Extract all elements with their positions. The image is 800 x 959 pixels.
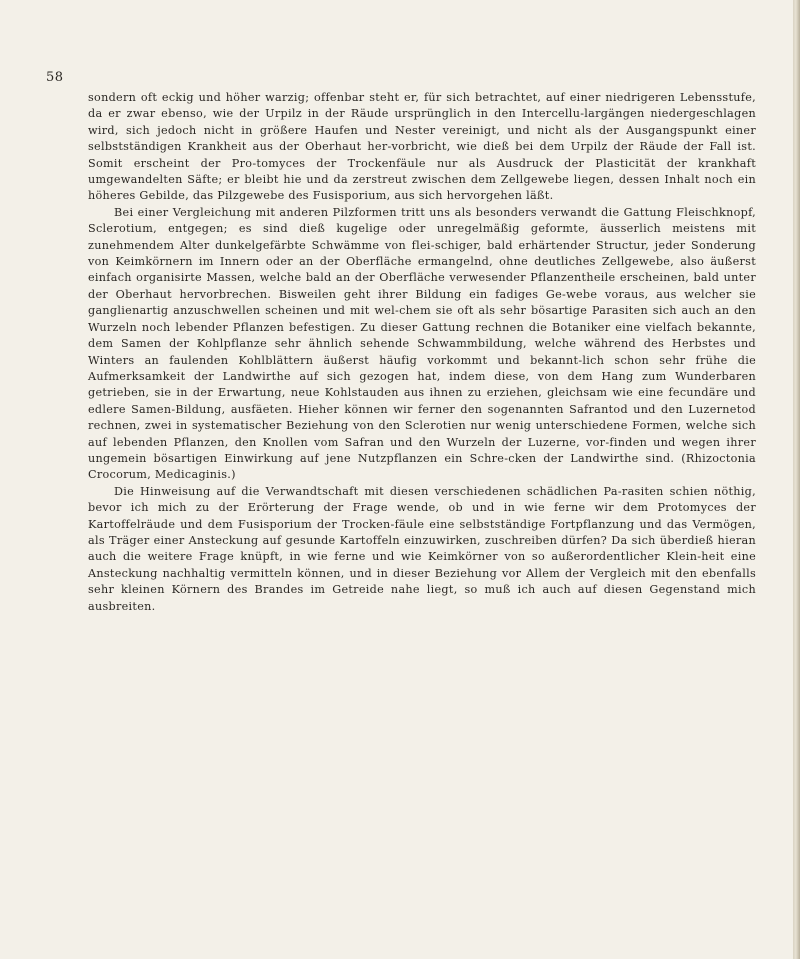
page-edge [793, 0, 800, 959]
paragraph-1: sondern oft eckig und höher warzig; offenbar steht er, für sich betrachtet, auf einer niedrigeren Lebensstufe, da er zwar ebenso, wie der Urpilz in der Räude ursprünglich in den Intercellu-largängen niedergeschlagen wird, sich jedoch nicht in größere Haufen und Nester vereinigt, und nicht als der Ausgangspunkt einer selbstständigen Krankheit aus der Oberhaut her-vorbricht, wie dieß bei dem Urpilz der Räude der Fall ist. Somit erscheint der Pro-tomyces der Trockenfäule nur als Ausdruck der Plasticität der krankhaft umgewandelten Säfte; er bleibt hie und da zerstreut zwischen dem Zellgewebe liegen, dessen Inhalt noch ein höheres Gebilde, das Pilzgewebe des Fusisporium, aus sich hervorgehen läßt. [88, 91, 756, 203]
paragraph-2: Bei einer Vergleichung mit anderen Pilzformen tritt uns als besonders verwandt die Gattung Fleischknopf, Sclerotium, entgegen; es sind dieß kugelige oder unregelmäßig geformte, äusserlich meistens mit zunehmendem Alter dunkelgefärbte Schwämme von flei-schiger, bald erhärtender Structur, jeder Sonderung von Keimkörnern im Innern oder an der Oberfläche ermangelnd, ohne deutliches Zellgewebe, also äußerst einfach organisirte Massen, welche bald an der Oberfläche verwesender Pflanzentheile erscheinen, bald unter der Oberhaut hervorbrechen. Bisweilen geht ihrer Bildung ein fadiges Ge-webe voraus, aus welcher sie ganglienartig anzuschwellen scheinen und mit wel-chem sie oft als sehr bösartige Parasiten sich auch an den Wurzeln noch lebender Pflanzen befestigen. Zu dieser Gattung rechnen die Botaniker eine vielfach bekannte, dem Samen der Kohlpflanze sehr ähnlich sehende Schwammbildung, welche während des Herbstes und Winters an faulenden Kohlblättern äußerst häufig vorkommt und bekannt-lich schon sehr frühe die Aufmerksamkeit der Landwirthe auf sich gezogen hat, indem diese, von dem Hang zum Wunderbaren getrieben, sie in der Erwartung, neue Kohlstauden aus ihnen zu erziehen, gleichsam wie eine fecundäre und edlere Samen-Bildung, ausfäeten. Hieher können wir ferner den sogenannten Safrantod und den Luzernetod rechnen, zwei in systematischer Beziehung von den Sclerotien nur wenig unterschiedene Formen, welche sich auf lebenden Pflanzen, den Knollen vom Safran und den Wurzeln der Luzerne, vor-finden und wegen ihrer ungemein bösartigen Einwirkung auf jene Nutzpflanzen ein Schre-cken der Landwirthe sind. (Rhizoctonia Crocorum, Medicaginis.) [88, 205, 756, 482]
paragraph-3: Die Hinweisung auf die Verwandtschaft mit diesen verschiedenen schädlichen Pa-rasiten schien nöthig, bevor ich mich zu der Erörterung der Frage wende, ob und in wie ferne wir dem Protomyces der Kartoffelräude und dem Fusisporium der Trocken-fäule eine selbstständige Fortpflanzung und das Vermögen, als Träger einer Ansteckung auf gesunde Kartoffeln einzuwirken, zuschreiben dürfen? Da sich überdieß hieran auch die weitere Frage knüpft, in wie ferne und wie Keimkörner von so außerordentlicher Klein-heit eine Ansteckung nachhaltig vermitteln können, und in dieser Beziehung vor Allem der Vergleich mit den ebenfalls sehr kleinen Körnern des Brandes im Getreide nahe liegt, so muß ich auch auf diesen Gegenstand mich ausbreiten. [88, 484, 756, 613]
page-number: 58 [46, 70, 64, 85]
body-text [88, 90, 756, 615]
